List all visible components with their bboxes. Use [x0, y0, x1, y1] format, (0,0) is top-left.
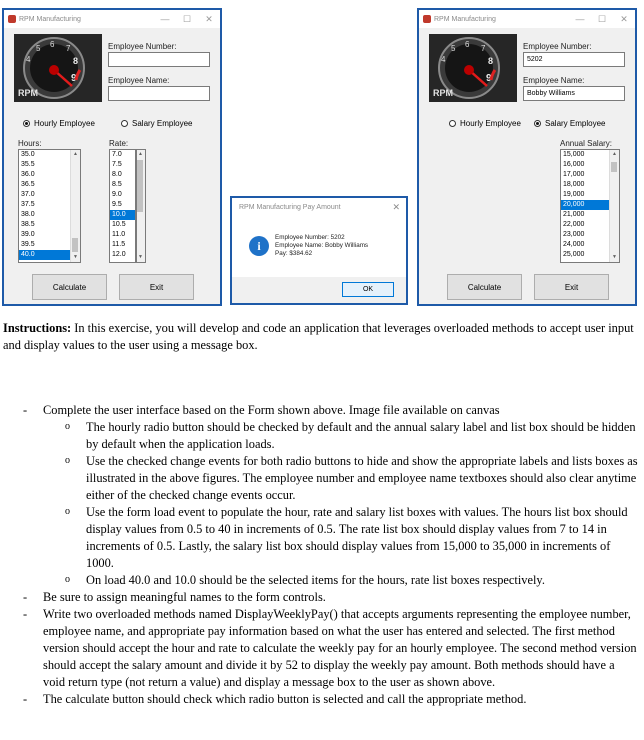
gauge-number: 8 [73, 56, 79, 66]
instruction-subitem: o Use the form load event to populate the hour, rate and salary list boxes with values. The hours list box should display values from 0.5 to 40 in increments of 0.5. The rate list box should display values from 7 to 14 in increments of 0.5. Lastly, the salary list box should display values from 15,000 to 35,000 in increments of 1000. [43, 504, 639, 572]
scroll-down-icon[interactable]: ▼ [612, 254, 617, 260]
scroll-down-icon[interactable]: ▼ [138, 254, 143, 260]
salary-list-item[interactable]: 24,000 [563, 241, 585, 248]
maximize-icon[interactable]: ☐ [182, 13, 192, 24]
employee-number-label: Employee Number: [108, 42, 177, 51]
hours-label: Hours: [18, 139, 42, 148]
rate-list-item[interactable]: 7.5 [112, 161, 122, 168]
instruction-item: - Write two overloaded methods named DisplayWeeklyPay() that accepts arguments representing the employee number, employee name, and appropriate pay information based on what the user has entered and selected. The first method version should accept the hour and rate to calculate the weekly pay for an hourly employee. The second method version should accept the salary amount and divide it by 52 to display the weekly pay amount. Both methods should have a void return type (not return a value) and display a message box to the user as shown above. [3, 606, 639, 691]
rate-list-item[interactable]: 11.0 [112, 231, 126, 238]
pay-message-box [230, 196, 408, 305]
annual-salary-label: Annual Salary: [560, 139, 613, 148]
minimize-icon[interactable]: — [160, 14, 170, 24]
radio-unselected-icon [121, 120, 128, 127]
app-icon [8, 15, 16, 23]
gauge-number: 9 [71, 73, 77, 84]
instruction-text: Complete the user interface based on the Form shown above. Image file available on canvas [43, 403, 500, 417]
salary-list-item[interactable]: 25,000 [563, 251, 585, 258]
salary-list-item[interactable]: 21,000 [563, 211, 585, 218]
salary-list-item[interactable]: 15,000 [563, 151, 585, 158]
ok-button[interactable]: OK [342, 282, 394, 297]
message-line: Pay: $384.62 [275, 250, 313, 257]
hours-list-item[interactable]: 40.0 [19, 250, 80, 260]
instruction-sublist [43, 419, 639, 589]
scroll-up-icon[interactable]: ▲ [612, 151, 617, 157]
rate-list-item[interactable]: 10.0 [110, 210, 135, 220]
salary-employee-radio[interactable] [121, 119, 192, 128]
instruction-item [3, 402, 639, 589]
rate-list-item[interactable]: 12.0 [112, 251, 126, 258]
employee-number-label: Employee Number: [523, 42, 592, 51]
instruction-subitem: o On load 40.0 and 10.0 should be the selected items for the hours, rate list boxes respectively. [43, 572, 639, 589]
instruction-item: - Be sure to assign meaningful names to the form controls. [3, 589, 639, 606]
scroll-thumb[interactable] [137, 160, 143, 212]
app-icon [423, 15, 431, 23]
salary-employee-radio[interactable] [534, 119, 605, 128]
hours-list-item[interactable]: 35.5 [21, 161, 35, 168]
employee-name-label: Employee Name: [108, 76, 170, 85]
window-title: RPM Manufacturing [434, 15, 496, 23]
salary-list-item[interactable]: 16,000 [563, 161, 585, 168]
rate-list-item[interactable]: 9.0 [112, 191, 122, 198]
title-bar [4, 10, 220, 28]
hours-list-item[interactable]: 37.5 [21, 201, 35, 208]
hourly-form-window [2, 8, 222, 306]
gauge-number: 7 [66, 44, 71, 53]
message-text [275, 234, 368, 258]
salary-list-item[interactable]: 20,000 [561, 200, 619, 210]
salary-radio-label: Salary Employee [545, 119, 606, 128]
message-line: Employee Name: Bobby Williams [275, 242, 369, 249]
close-icon[interactable]: ✕ [392, 202, 400, 212]
calculate-button[interactable]: Calculate [447, 274, 522, 300]
instruction-subitem: o Use the checked change events for both radio buttons to hide and show the appropriate labels and lists boxes as illustrated in the above figures. The employee number and employee name textboxes should also clear anytime either of the checked change events occur. [43, 453, 639, 504]
instruction-list [3, 402, 639, 708]
employee-name-label: Employee Name: [523, 76, 585, 85]
scroll-thumb[interactable] [611, 162, 617, 172]
salary-list-item[interactable]: 19,000 [563, 191, 585, 198]
instructions-intro-text: In this exercise, you will develop and code an application that leverages overloaded methods to accept user input and display values to the user using a message box. [3, 321, 634, 352]
rate-list-item[interactable]: 10.5 [112, 221, 126, 228]
rate-listbox[interactable] [109, 149, 136, 263]
exit-button[interactable]: Exit [534, 274, 609, 300]
scroll-down-icon[interactable]: ▼ [73, 254, 78, 260]
message-line: Employee Number: 5202 [275, 234, 345, 241]
hours-list-item[interactable]: 37.0 [21, 191, 35, 198]
hours-listbox[interactable] [18, 149, 81, 263]
hours-list-item[interactable]: 39.5 [21, 241, 35, 248]
hourly-radio-label: Hourly Employee [34, 119, 95, 128]
salary-radio-label: Salary Employee [132, 119, 193, 128]
salary-listbox[interactable] [560, 149, 620, 263]
salary-form-window [417, 8, 637, 306]
hours-list-item[interactable]: 38.0 [21, 211, 35, 218]
radio-selected-icon [23, 120, 30, 127]
salary-list-item[interactable]: 18,000 [563, 181, 585, 188]
rate-list-item[interactable]: 11.5 [112, 241, 126, 248]
rpm-gauge-logo [429, 34, 517, 102]
instruction-item: - The calculate button should check which radio button is selected and call the appropriate method. [3, 691, 639, 708]
instruction-subitem: o The hourly radio button should be checked by default and the annual salary label and list box should be hidden by default when the application loads. [43, 419, 639, 453]
hours-list-item[interactable]: 36.5 [21, 181, 35, 188]
gauge-number: 6 [465, 40, 470, 49]
gauge-number: 8 [488, 56, 494, 66]
radio-selected-icon [534, 120, 541, 127]
rate-list-item[interactable]: 9.5 [112, 201, 122, 208]
gauge-number: 6 [50, 40, 55, 49]
employee-name-field[interactable]: Bobby Williams [523, 86, 625, 101]
employee-name-field[interactable] [108, 86, 210, 101]
hours-list-item[interactable]: 39.0 [21, 231, 35, 238]
hourly-employee-radio[interactable] [23, 119, 95, 128]
rpm-gauge-logo [14, 34, 102, 102]
gauge-number: 4 [441, 55, 446, 64]
rate-list-item[interactable]: 8.5 [112, 181, 122, 188]
gauge-number: 7 [481, 44, 486, 53]
gauge-number: 5 [36, 44, 41, 53]
info-icon: i [249, 236, 269, 256]
gauge-number: 4 [26, 55, 31, 64]
calculate-button[interactable]: Calculate [32, 274, 107, 300]
window-title: RPM Manufacturing [19, 15, 81, 23]
instructions-heading: Instructions: [3, 321, 72, 335]
gauge-number: 9 [486, 73, 492, 84]
rate-list-item[interactable]: 7.0 [112, 151, 122, 158]
hours-list-item[interactable]: 35.0 [21, 151, 35, 158]
salary-list-item[interactable]: 23,000 [563, 231, 585, 238]
hourly-radio-label: Hourly Employee [460, 119, 521, 128]
minimize-icon[interactable]: — [575, 14, 585, 24]
instructions-intro [3, 320, 639, 354]
instructions [3, 320, 639, 708]
radio-unselected-icon [449, 120, 456, 127]
rpm-text: RPM [433, 88, 453, 98]
scroll-up-icon[interactable]: ▲ [138, 151, 143, 157]
hours-list-item[interactable]: 38.5 [21, 221, 35, 228]
title-bar [419, 10, 635, 28]
gauge-number: 5 [451, 44, 456, 53]
exit-button[interactable]: Exit [119, 274, 194, 300]
message-box-title: RPM Manufacturing Pay Amount [239, 204, 341, 211]
salary-list-item[interactable]: 17,000 [563, 171, 585, 178]
maximize-icon[interactable]: ☐ [597, 13, 607, 24]
hours-list-item[interactable]: 36.0 [21, 171, 35, 178]
hourly-employee-radio[interactable] [449, 119, 521, 128]
rpm-text: RPM [18, 88, 38, 98]
close-icon[interactable]: ✕ [205, 13, 213, 24]
hours-scrollbar[interactable] [70, 150, 80, 262]
rate-label: Rate: [109, 139, 129, 148]
employee-number-field[interactable] [108, 52, 210, 67]
scroll-up-icon[interactable]: ▲ [73, 151, 78, 157]
rate-scrollbar[interactable] [136, 149, 146, 263]
salary-list-item[interactable]: 22,000 [563, 221, 585, 228]
close-icon[interactable]: ✕ [620, 13, 628, 24]
salary-scrollbar[interactable] [609, 150, 619, 262]
employee-number-field[interactable]: 5202 [523, 52, 625, 67]
rate-list-item[interactable]: 8.0 [112, 171, 122, 178]
scroll-thumb[interactable] [72, 238, 78, 252]
